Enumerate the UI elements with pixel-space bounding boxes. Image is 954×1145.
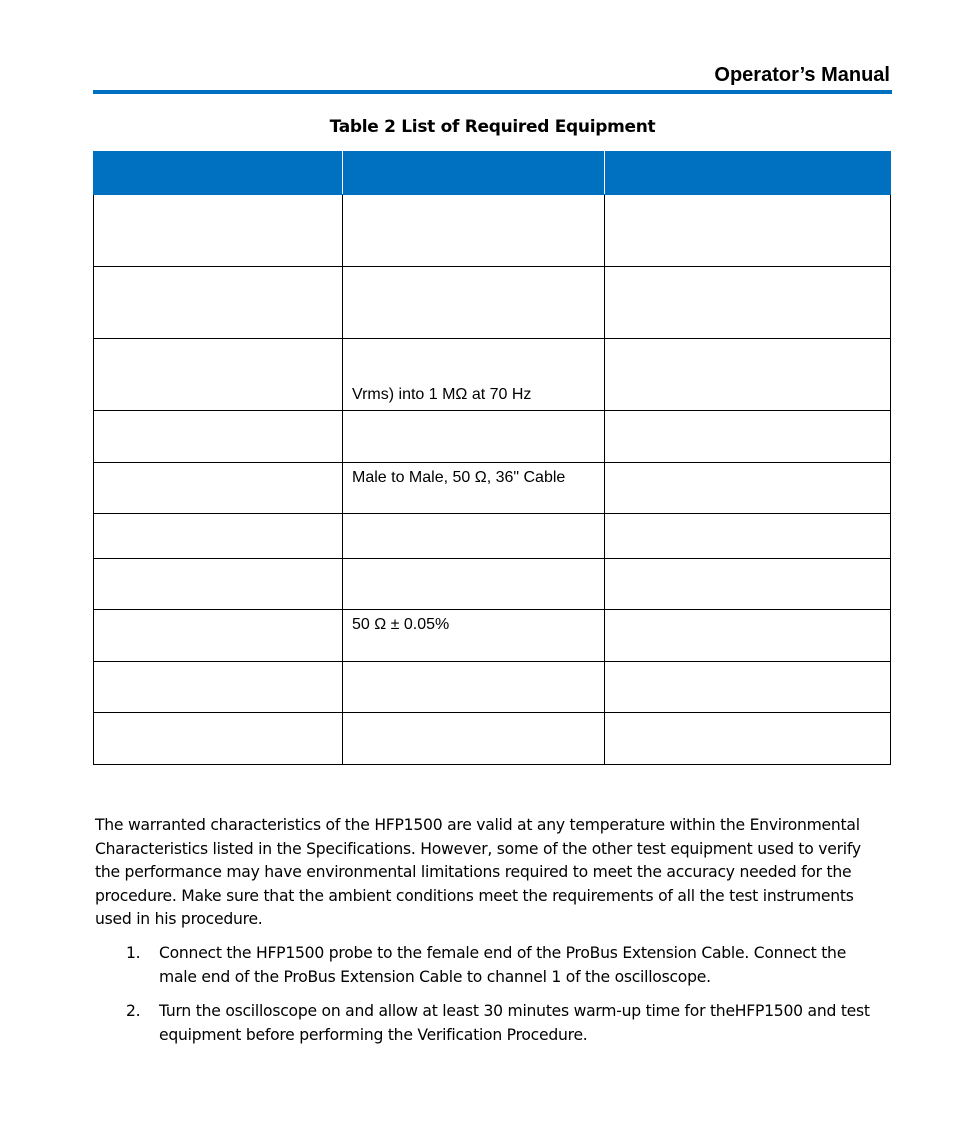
- table-cell: [94, 610, 343, 662]
- table-cell: [94, 559, 343, 610]
- table-header-row: [94, 152, 891, 195]
- step-text: Turn the oscilloscope on and allow at least 30 minutes warm-up time for theHFP1500 and test equipment before performing the Verification Procedure.: [159, 1002, 870, 1044]
- table-cell: [94, 267, 343, 339]
- table-cell: [94, 339, 343, 411]
- table-cell: [343, 514, 605, 559]
- step-number: 2.: [126, 1002, 141, 1021]
- table-cell: [94, 713, 343, 765]
- list-item: [95, 1000, 885, 1047]
- table-cell: [605, 411, 891, 463]
- table-row: [94, 463, 891, 514]
- table-row: [94, 339, 891, 411]
- table-caption: Table 2 List of Required Equipment: [329, 117, 656, 137]
- header-rule: [93, 90, 892, 94]
- table-header-cell: [605, 152, 891, 195]
- required-equipment-table: [93, 151, 891, 765]
- table-header-cell: [343, 152, 605, 195]
- procedure-steps: [95, 942, 885, 1047]
- document-header-title: Operator’s Manual: [714, 64, 890, 86]
- table-cell: [343, 713, 605, 765]
- table-cell: [343, 559, 605, 610]
- table-cell: [94, 195, 343, 267]
- table-cell: [343, 411, 605, 463]
- body-paragraph: The warranted characteristics of the HFP1500 are valid at any temperature within the Environmental Characteristics listed in the Specifications. However, some of the other test equipment used to verify the performance may have environmental limitations required to meet the accuracy needed for the procedure. Make sure that the ambient conditions meet the requirements of all the test instruments used in his procedure.: [95, 816, 861, 929]
- table-cell: 50 Ω ± 0.05%: [343, 610, 605, 662]
- step-text: Connect the HFP1500 probe to the female end of the ProBus Extension Cable. Connect the male end of the ProBus Extension Cable to channel 1 of the oscilloscope.: [159, 943, 847, 986]
- table-cell: [605, 662, 891, 713]
- table-cell: [94, 662, 343, 713]
- table-row: [94, 559, 891, 610]
- table-cell: [605, 267, 891, 339]
- table-cell: [605, 610, 891, 662]
- step-number: 1.: [126, 943, 141, 962]
- table-cell: [605, 339, 891, 411]
- table-cell: [94, 514, 343, 559]
- table-cell: [343, 267, 605, 339]
- body-section: [95, 814, 885, 1058]
- table-row: [94, 514, 891, 559]
- table-cell: [343, 662, 605, 713]
- table-row: [94, 662, 891, 713]
- table-cell: [605, 514, 891, 559]
- table-cell: [94, 463, 343, 514]
- table-row: [94, 411, 891, 463]
- table-header-cell: [94, 152, 343, 195]
- table-cell: [605, 559, 891, 610]
- table-cell: Male to Male, 50 Ω, 36" Cable: [343, 463, 605, 514]
- table-cell: [94, 411, 343, 463]
- table-row: [94, 713, 891, 765]
- table-cell: [605, 713, 891, 765]
- table-row: [94, 195, 891, 267]
- table-row: [94, 610, 891, 662]
- table-cell: [343, 195, 605, 267]
- table-row: [94, 267, 891, 339]
- table-cell: Vrms) into 1 MΩ at 70 Hz: [343, 339, 605, 411]
- list-item: [95, 942, 885, 989]
- table-cell: [605, 195, 891, 267]
- table-cell: [605, 463, 891, 514]
